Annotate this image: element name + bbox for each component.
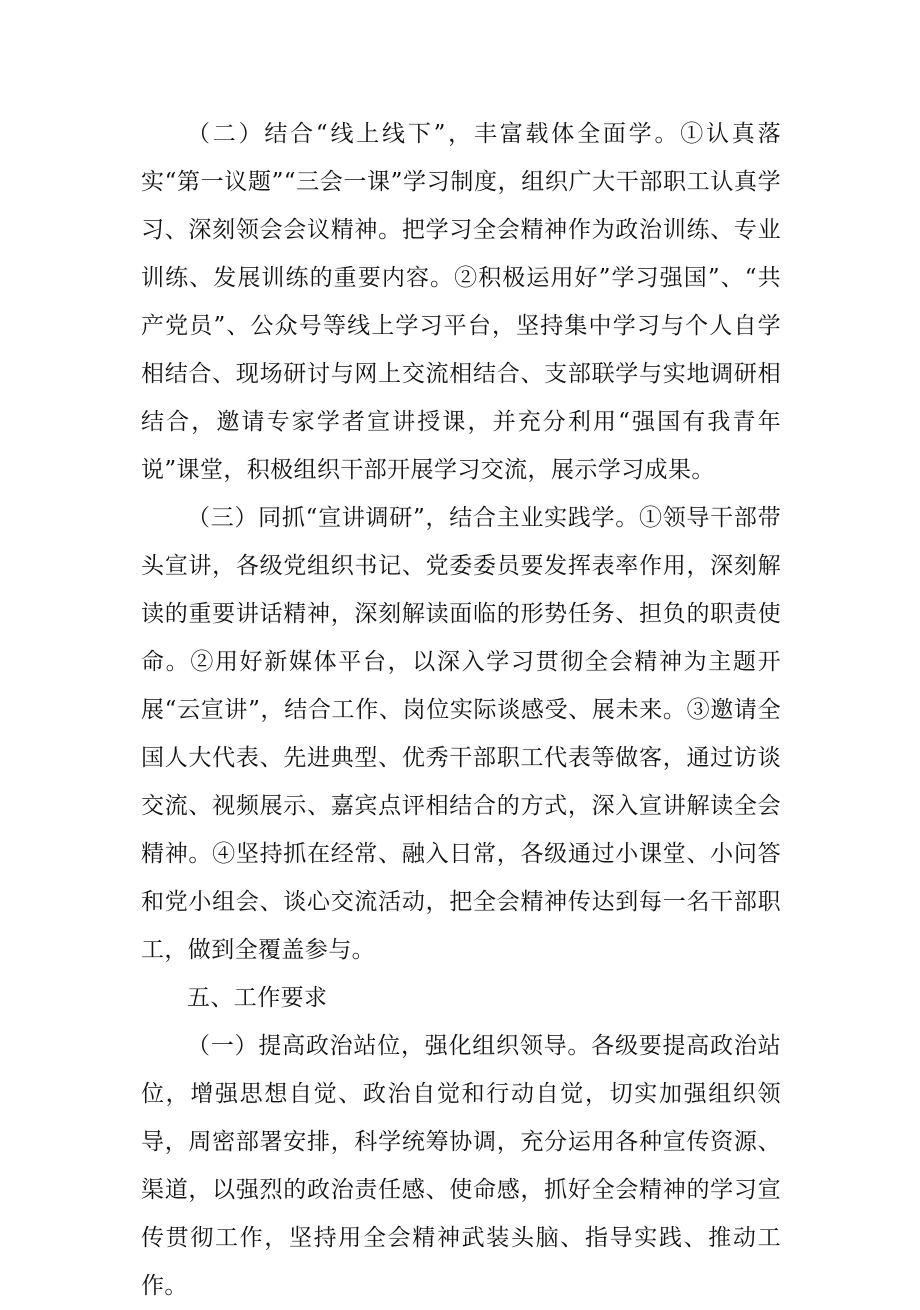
paragraph-lecture-research: （三）同抓“宣讲调研”，结合主业实践学。①领导干部带头宣讲，各级党组织书记、党委委员要发挥表率作用，深刻解读的重要讲话精神，深刻解读面临的形势任务、担负的职责使命。②用好新媒体平台，以深入学习贯彻全会精神为主题开展“云宣讲”，结合工作、岗位实际谈感受、展未来。③邀请全国人大代表、先进典型、优秀干部职工代表等做客，通过访谈交流、视频展示、嘉宾点评相结合的方式，深入宣讲解读全会精神。④坚持抓在经常、融入日常，各级通过小课堂、小问答和党小组会、谈心交流活动，把全会精神传达到每一名干部职工，做到全覆盖参与。: [141, 505, 781, 963]
document-page: [141, 110, 781, 1310]
section-heading-work-requirements: 五、工作要求: [187, 985, 328, 1011]
paragraph-political-stance: （一）提高政治站位，强化组织领导。各级要提高政治站位，增强思想自觉、政治自觉和行动自觉，切实加强组织领导，周密部署安排，科学统筹协调，充分运用各种宣传资源、渠道，以强烈的政治责任感、使命感，抓好全会精神的学习宣传贯彻工作，坚持用全会精神武装头脑、指导实践、推动工作。: [141, 1033, 781, 1299]
paragraph-online-offline-study: （二）结合“线上线下”，丰富载体全面学。①认真落实“第一议题”“三会一课”学习制度，组织广大干部职工认真学习、深刻领会会议精神。把学习全会精神作为政治训练、专业训练、发展训练的重要内容。②积极运用好”学习强国”、“共产党员”、公众号等线上学习平台，坚持集中学习与个人自学相结合、现场研讨与网上交流相结合、支部联学与实地调研相结合，邀请专家学者宣讲授课，并充分利用“强国有我青年说”课堂，积极组织干部开展学习交流，展示学习成果。: [141, 121, 781, 483]
